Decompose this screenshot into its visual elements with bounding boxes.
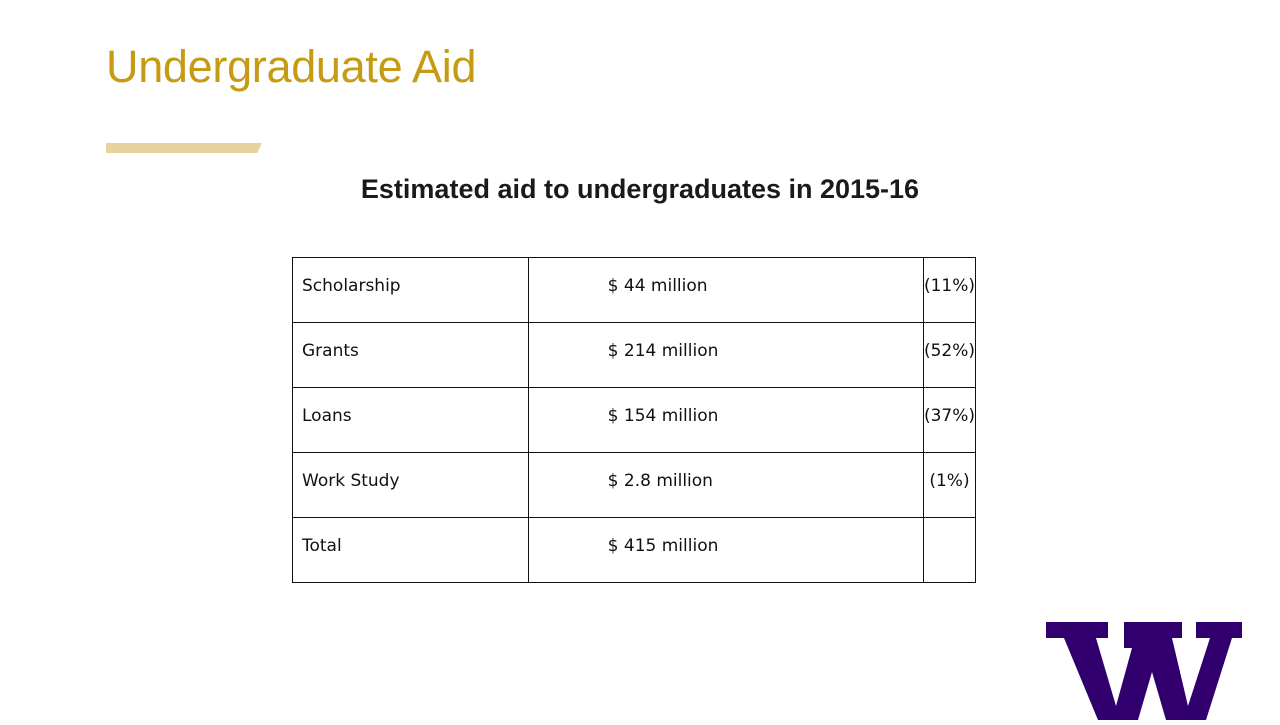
percent-cell: (52%)	[923, 323, 975, 388]
title-accent-bar	[106, 143, 262, 153]
category-cell: Total	[293, 518, 529, 583]
amount-cell: $ 415 million	[528, 518, 923, 583]
table-row	[293, 258, 976, 323]
table-row	[293, 323, 976, 388]
category-cell: Scholarship	[293, 258, 529, 323]
amount-cell: $ 214 million	[528, 323, 923, 388]
table-subtitle: Estimated aid to undergraduates in 2015-16	[360, 174, 920, 204]
slide-title: Undergraduate Aid	[106, 41, 477, 92]
table-row	[293, 453, 976, 518]
aid-table	[292, 257, 976, 583]
category-cell: Work Study	[293, 453, 529, 518]
category-cell: Loans	[293, 388, 529, 453]
logo-shape	[1046, 622, 1242, 720]
percent-cell	[923, 518, 975, 583]
amount-cell: $ 154 million	[528, 388, 923, 453]
category-cell: Grants	[293, 323, 529, 388]
percent-cell: (1%)	[923, 453, 975, 518]
table-row	[293, 388, 976, 453]
percent-cell: (11%)	[923, 258, 975, 323]
amount-cell: $ 2.8 million	[528, 453, 923, 518]
table-row	[293, 518, 976, 583]
amount-cell: $ 44 million	[528, 258, 923, 323]
percent-cell: (37%)	[923, 388, 975, 453]
uw-w-logo-icon	[1046, 622, 1242, 725]
